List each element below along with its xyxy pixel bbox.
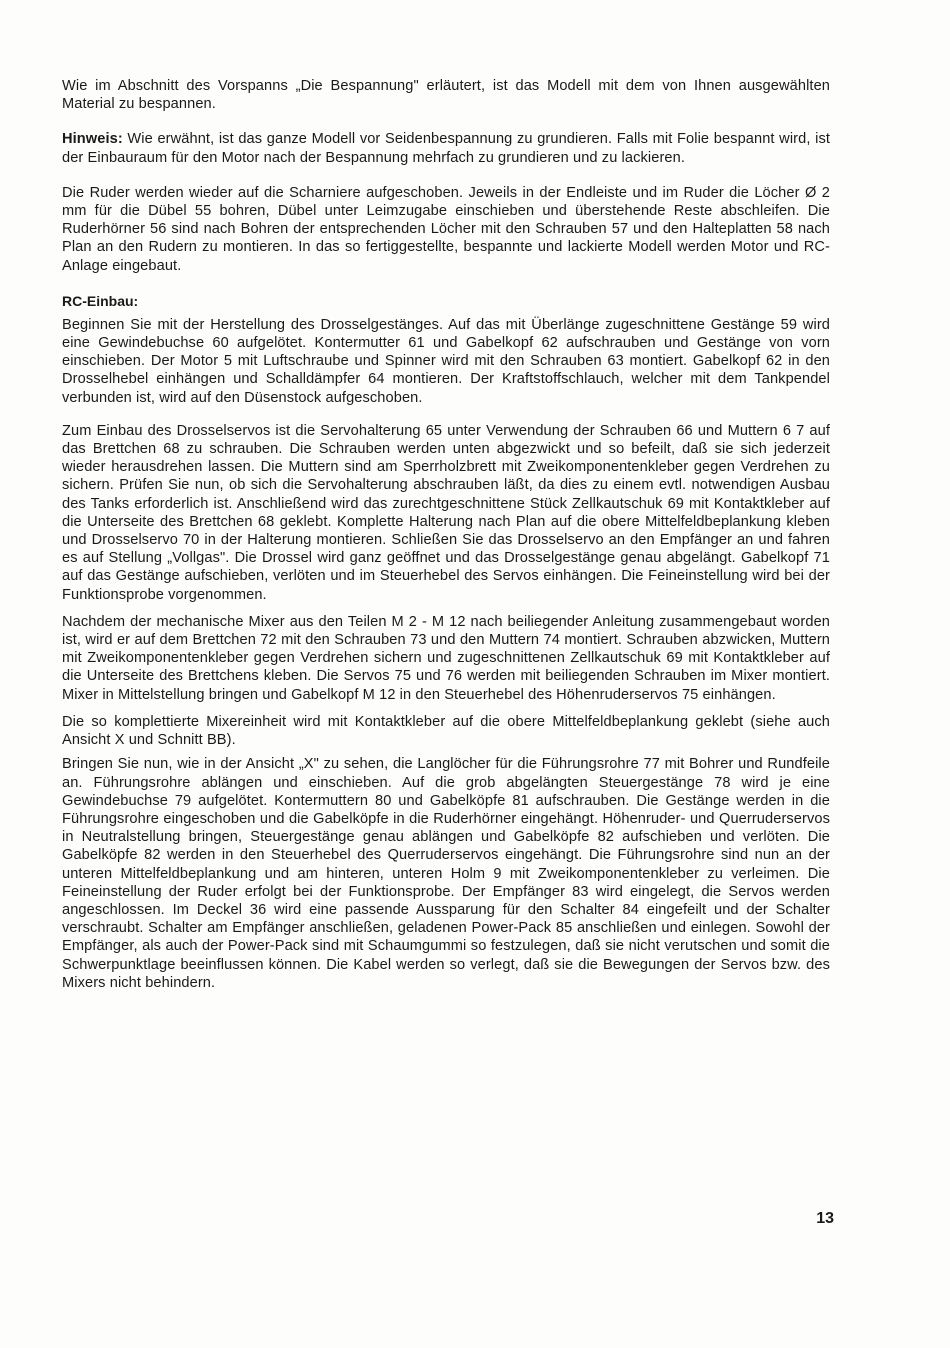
paragraph-ruder bbox=[62, 184, 830, 275]
paragraph-text: Die so komplettierte Mixereinheit wird mit Kontaktkleber auf die obere Mittelfeldbeplankung geklebt (siehe auch Ansicht X und Schnitt BB). bbox=[62, 713, 830, 749]
paragraph-mixereinheit bbox=[62, 713, 830, 749]
paragraph-hinweis bbox=[62, 130, 830, 166]
paragraph-fuehrungsrohre bbox=[62, 755, 830, 992]
paragraph-text: Nachdem der mechanische Mixer aus den Teilen M 2 - M 12 nach beiliegender Anleitung zusammengebaut worden ist, wird er auf dem Brettchen 72 mit den Schrauben 73 und den Muttern 74 montiert. Schrauben abzwicken, Muttern mit Zweikomponentenkleber gegen Verdrehen sichern und zugeschnittenen Zellkautschuk 69 mit Kontaktkleber auf die Unterseite des Brettchens kleben. Die Servos 75 und 76 werden mit beiliegenden Schrauben im Mixer montiert. Mixer in Mittelstellung bringen und Gabelkopf M 12 in den Steuerhebel des Höhenruderservos 75 einhängen. bbox=[62, 613, 830, 703]
hinweis-label: Hinweis: bbox=[62, 131, 123, 148]
paragraph-mixer bbox=[62, 613, 830, 704]
page-number: 13 bbox=[816, 1210, 834, 1227]
paragraph-text: Beginnen Sie mit der Herstellung des Drosselgestänges. Auf das mit Überlänge zugeschnittene Gestänge 59 wird eine Gewindebuchse 60 aufgelötet. Kontermutter 61 und Gabelkopf 62 aufschrauben und Gestänge von vorn einschieben. Der Motor 5 mit Luftschraube und Spinner wird mit den Schrauben 63 montiert. Gabelkopf 62 in den Drosselhebel einhängen und Schalldämpfer 64 montieren. Der Kraftstoffschlauch, welcher mit dem Tankpendel verbunden ist, wird auf den Düsenstock aufgeschoben. bbox=[62, 316, 830, 406]
paragraph-drosselgestaenge bbox=[62, 316, 830, 407]
paragraph-text: Bringen Sie nun, wie in der Ansicht „X" zu sehen, die Langlöcher für die Führungsrohre 77 mit Bohrer und Rundfeile an. Führungsrohre ablängen und einschieben. Auf die grob abgelängten Steuergestänge 78 wird je eine Gewindebuchse 79 aufgelötet. Kontermuttern 80 und Gabelköpfe 81 aufschrauben. Die Gestänge werden in die Führungsrohre eingeschoben und die Gabelköpfe in die Ruderhörner eingehängt. Höhenruder- und Querruderservos in Neutralstellung bringen, Steuergestänge genau ablängen und Gabelköpfe 82 aufschieben und verlöten. Die Gabelköpfe 82 werden in den Steuerhebel des Querruderservos eingehängt. Die Führungsrohre sind nun an der unteren Mittelfeldbeplankung und am hinteren, unteren Holm 9 mit Zweikomponentenkleber zu verleimen. Die Feineinstellung der Ruder erfolgt bei der Funktionsprobe. Der Empfänger 83 wird eingelegt, die Servos werden angeschlossen. Im Deckel 36 wird eine passende Aussparung für den Schalter 84 eingefeilt und der Schalter verschraubt. Schalter am Empfänger anschließen, geladenen Power-Pack 85 anschließen und einlegen. Sowohl der Empfänger, als auch der Power-Pack sind mit Schaumgummi so festzulegen, daß sie nicht verutschen und somit die Schwerpunktlage beeinflussen können. Die Kabel werden so verlegt, daß sie die Bewegungen der Servos bzw. des Mixers nicht behindern. bbox=[62, 756, 830, 991]
paragraph-text: Zum Einbau des Drosselservos ist die Servohalterung 65 unter Verwendung der Schrauben 66 und Muttern 6 7 auf das Brettchen 68 zu schrauben. Die Schrauben werden unten abgezwickt und so befeilt, daß sie sich jederzeit wieder herausdrehen lassen. Die Muttern sind am Sperrholzbrett mit Zweikomponentenkleber gegen Verdrehen zu sichern. Prüfen Sie nun, ob sich die Servohalterung abschrauben läßt, da dies zu einem evtl. notwendigen Ausbau des Tanks erforderlich ist. Anschließend wird das zurechtgeschnittene Stück Zellkautschuk 69 mit Kontaktkleber auf die Unterseite des Brettchen 68 geklebt. Komplette Halterung nach Plan auf die obere Mittelfeldbeplankung kleben und Drosselservo 70 in der Halterung montieren. Schließen Sie das Drosselservo an den Empfänger an und fahren es auf Stellung „Vollgas". Die Drossel wird ganz geöffnet und das Drosselgestänge genau abgelängt. Gabelkopf 71 auf das Gestänge aufschieben, verlöten und im Steuerhebel des Servos einhängen. Die Feineinstellung wird bei der Funktionsprobe vorgenommen. bbox=[62, 422, 830, 603]
paragraph-drosselservo bbox=[62, 422, 830, 604]
paragraph-text: Wie erwähnt, ist das ganze Modell vor Seidenbespannung zu grundieren. Falls mit Folie bespannt wird, ist der Einbauraum für den Motor nach der Bespannung mehrfach zu grundieren und zu lackieren. bbox=[62, 131, 830, 166]
document-body bbox=[62, 77, 830, 992]
paragraph-text: Wie im Abschnitt des Vorspanns „Die Bespannung" erläutert, ist das Modell mit dem von Ihnen ausgewählten Material zu bespannen. bbox=[62, 78, 830, 113]
paragraph-bespannung bbox=[62, 77, 830, 113]
paragraph-text: Die Ruder werden wieder auf die Scharniere aufgeschoben. Jeweils in der Endleiste und im Ruder die Löcher Ø 2 mm für die Dübel 55 bohren, Dübel unter Leimzugabe einschieben und überstehende Reste abschleifen. Die Ruderhörner 56 sind nach Bohren der entsprechenden Löcher mit den Schrauben 57 und den Halteplatten 58 nach Plan an den Rudern zu montieren. In das so fertiggestellte, bespannte und lackierte Modell werden Motor und RC-Anlage eingebaut. bbox=[62, 184, 830, 274]
section-heading-rc-einbau: RC-Einbau: bbox=[62, 292, 139, 309]
